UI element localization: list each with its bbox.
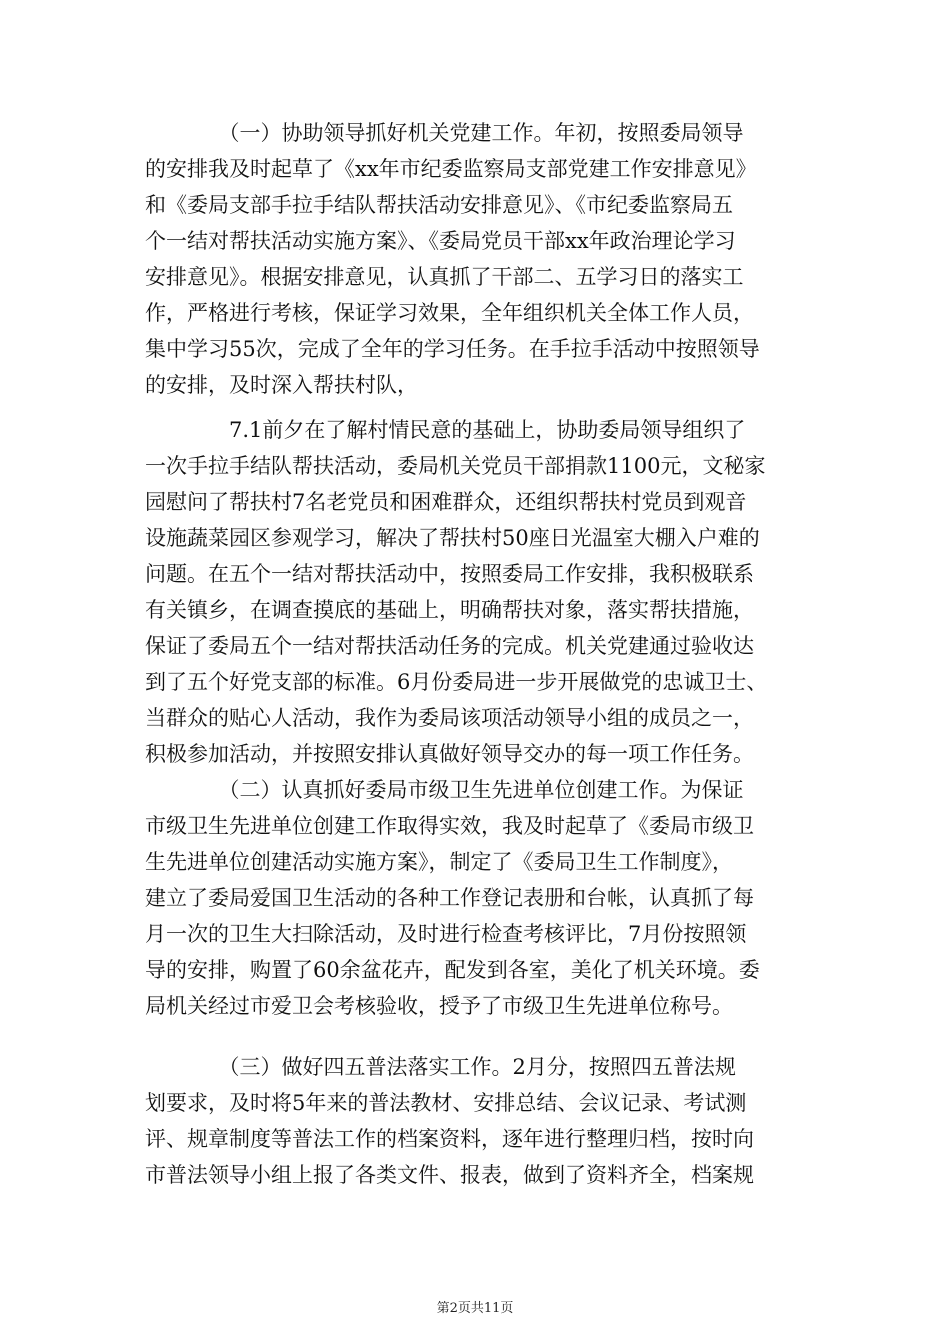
paragraph-line: 到了五个好党支部的标准。6月份委局进一步开展做党的忠诚卫士、: [145, 670, 768, 694]
paragraph-line: 建立了委局爱国卫生活动的各种工作登记表册和台帐，认真抓了每: [145, 886, 754, 910]
paragraph-line: 市级卫生先进单位创建工作取得实效，我及时起草了《委局市级卫: [145, 814, 754, 838]
paragraph-line: 划要求，及时将5年来的普法教材、安排总结、会议记录、考试测: [145, 1091, 747, 1115]
paragraph-line: （一）协助领导抓好机关党建工作。年初，按照委局领导: [145, 121, 744, 145]
paragraph-line: 设施蔬菜园区参观学习，解决了帮扶村50座日光温室大棚入户难的: [145, 526, 760, 550]
paragraph-line: 园慰问了帮扶村7名老党员和困难群众，还组织帮扶村党员到观音: [145, 490, 747, 514]
paragraph-line: 局机关经过市爱卫会考核验收，授予了市级卫生先进单位称号。: [145, 994, 733, 1018]
paragraph-line: 生先进单位创建活动实施方案》，制定了《委局卫生工作制度》，: [145, 850, 733, 874]
paragraph-line: 问题。在五个一结对帮扶活动中，按照委局工作安排，我积极联系: [145, 562, 754, 586]
paragraph-line: （三）做好四五普法落实工作。2月分，按照四五普法规: [145, 1055, 736, 1079]
paragraph-line: 作，严格进行考核，保证学习效果，全年组织机关全体工作人员，: [145, 301, 754, 325]
paragraph-line: 有关镇乡，在调查摸底的基础上，明确帮扶对象，落实帮扶措施，: [145, 598, 754, 622]
paragraph-line: 个一结对帮扶活动实施方案》、《委局党员干部xx年政治理论学习: [145, 229, 736, 253]
paragraph-line: 一次手拉手结队帮扶活动，委局机关党员干部捐款1100元，文秘家: [145, 454, 766, 478]
page-number-footer: 第2页共11页: [436, 1301, 514, 1316]
paragraph-line: 当群众的贴心人活动，我作为委局该项活动领导小组的成员之一，: [145, 706, 754, 730]
paragraph-line: 集中学习55次，完成了全年的学习任务。在手拉手活动中按照领导: [145, 337, 760, 361]
paragraph-line: 的安排，及时深入帮扶村队，: [145, 373, 418, 397]
paragraph-line: 市普法领导小组上报了各类文件、报表，做到了资料齐全，档案规: [145, 1163, 754, 1187]
paragraph-line: 月一次的卫生大扫除活动，及时进行检查考核评比，7月份按照领: [145, 922, 747, 946]
paragraph-line: 积极参加活动，并按照安排认真做好领导交办的每一项工作任务。: [145, 742, 754, 766]
paragraph-line: 安排意见》。根据安排意见，认真抓了干部二、五学习日的落实工: [145, 265, 744, 289]
paragraph-line: 导的安排，购置了60余盆花卉，配发到各室，美化了机关环境。委: [145, 958, 760, 982]
paragraph-line: 7.1前夕在了解村情民意的基础上，协助委局领导组织了: [145, 418, 746, 442]
paragraph-line: （二）认真抓好委局市级卫生先进单位创建工作。为保证: [145, 778, 744, 802]
paragraph-line: 和《委局支部手拉手结队帮扶活动安排意见》、《市纪委监察局五: [145, 193, 733, 217]
paragraph-line: 的安排我及时起草了《xx年市纪委监察局支部党建工作安排意见》: [145, 157, 757, 181]
paragraph-line: 评、规章制度等普法工作的档案资料，逐年进行整理归档，按时向: [145, 1127, 754, 1151]
paragraph-line: 保证了委局五个一结对帮扶活动任务的完成。机关党建通过验收达: [145, 634, 754, 658]
